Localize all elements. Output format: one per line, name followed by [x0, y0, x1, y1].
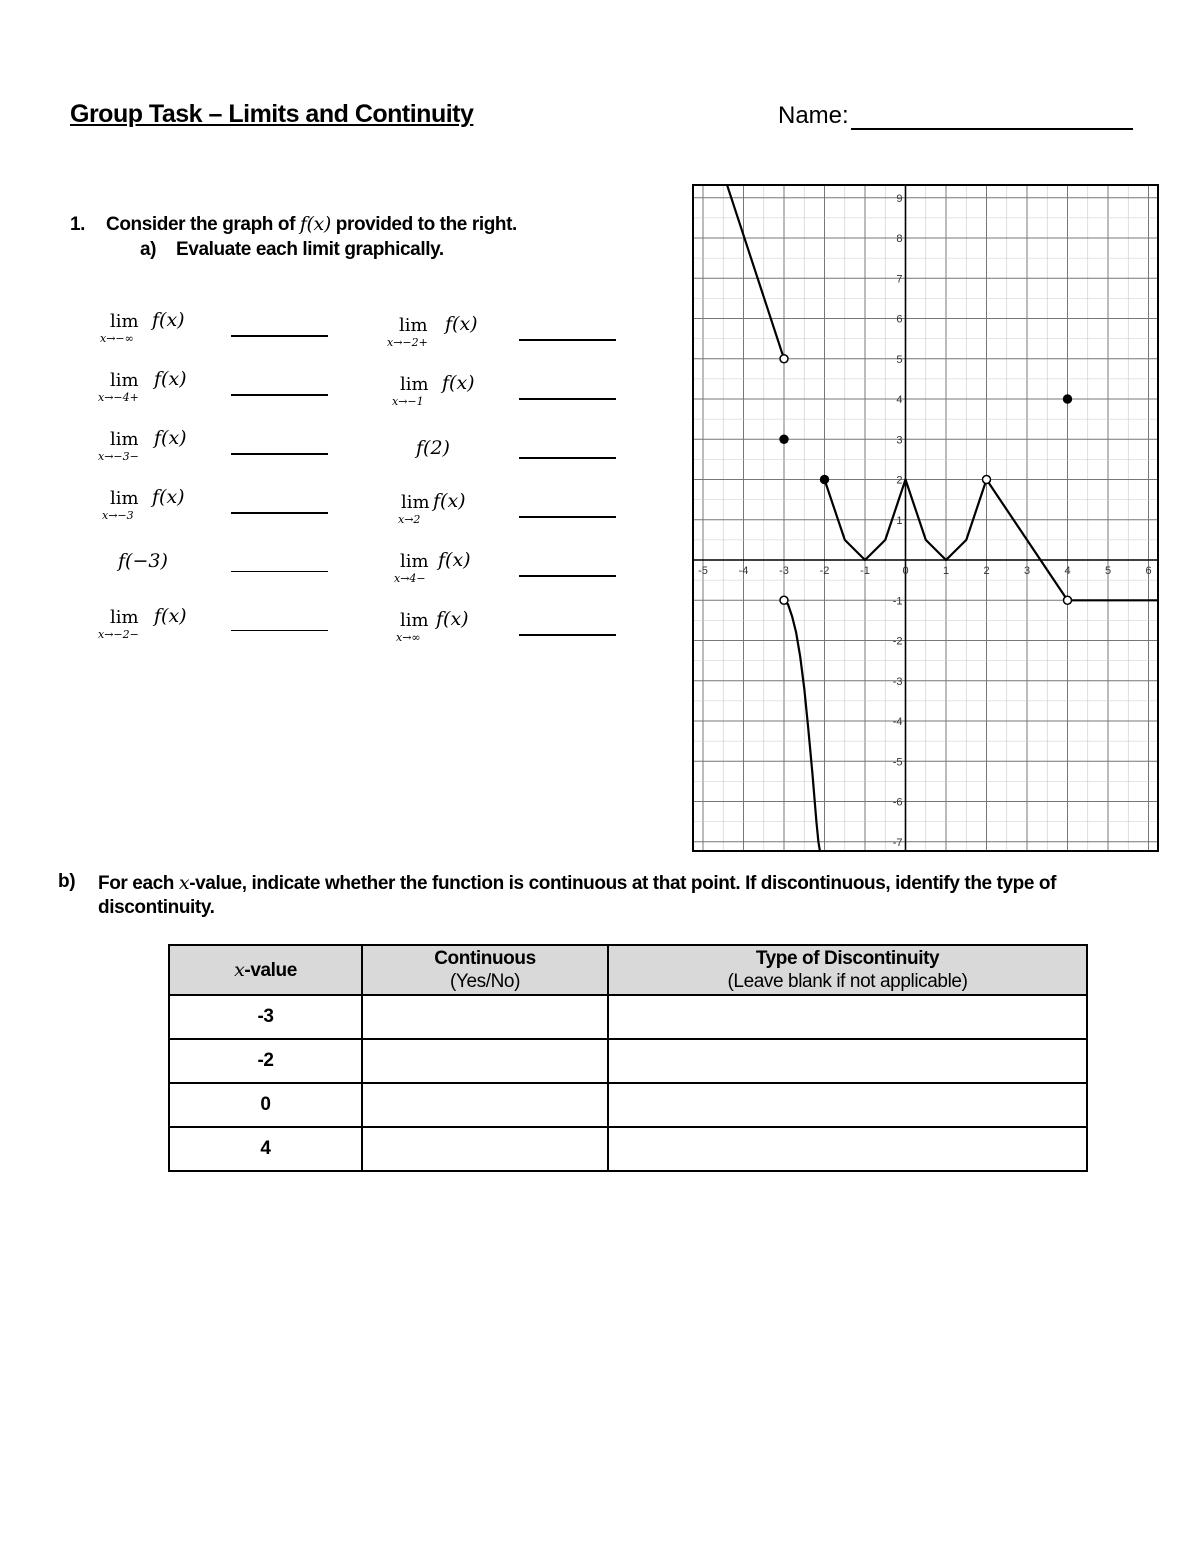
- question-1-prompt: [70, 213, 517, 236]
- continuity-table: [168, 944, 1088, 1172]
- lim-expression: f(x): [442, 372, 475, 394]
- continuous-answer-cell[interactable]: [362, 1083, 608, 1127]
- table-row: [169, 995, 1087, 1039]
- y-tick-label: -3: [892, 675, 903, 688]
- y-tick-label: -2: [892, 635, 903, 648]
- table-header-row: [169, 945, 1087, 995]
- lim-word: lim: [110, 370, 139, 391]
- part-a-letter: a): [140, 239, 157, 260]
- lim-subscript: x→4−: [394, 572, 426, 585]
- answer-blank-right-4[interactable]: [519, 516, 616, 518]
- graph-curves: [727, 186, 1159, 852]
- prompt-text-before: Consider the graph of: [106, 214, 300, 235]
- header-continuous: [362, 945, 608, 995]
- x-value-cell: -3: [169, 995, 362, 1039]
- y-tick-label: -4: [892, 716, 903, 728]
- open-point: [983, 476, 991, 484]
- lim-expression: f(x): [154, 368, 187, 390]
- lim-expression: f(x): [152, 486, 185, 508]
- lim-word: lim: [400, 551, 429, 572]
- lim-subscript: x→−3−: [98, 450, 139, 463]
- header-discontinuity-type: [608, 945, 1087, 995]
- lim-expression: f(x): [154, 427, 187, 449]
- y-tick-label: -5: [892, 756, 903, 769]
- answer-blank-left-4[interactable]: [231, 512, 328, 514]
- continuous-answer-cell[interactable]: [362, 1127, 608, 1171]
- discontinuity-type-cell[interactable]: [608, 1127, 1087, 1171]
- table-row: [169, 1039, 1087, 1083]
- x-tick-label: 6: [1145, 565, 1152, 577]
- closed-point: [1063, 395, 1071, 403]
- y-tick-label: 5: [896, 353, 903, 366]
- lim-subscript: x→−1: [392, 395, 424, 408]
- page-title: Group Task – Limits and Continuity: [70, 100, 474, 128]
- y-tick-label: -7: [892, 836, 903, 849]
- closed-point: [780, 435, 788, 443]
- lim-subscript: x→−∞: [100, 332, 134, 345]
- lim-expression: f(x): [152, 309, 185, 331]
- continuous-answer-cell[interactable]: [362, 1039, 608, 1083]
- name-field: [778, 102, 1133, 130]
- lim-expression: f(x): [438, 549, 471, 571]
- lim-subscript: x→2: [398, 513, 421, 526]
- lim-word: lim: [399, 315, 428, 336]
- part-b-text: [98, 871, 1148, 920]
- y-tick-label: 9: [896, 192, 903, 205]
- lim-word: lim: [110, 607, 139, 628]
- header-x-var: x: [234, 958, 245, 981]
- lim-word: lim: [110, 429, 139, 450]
- y-tick-label: 8: [896, 233, 903, 245]
- lim-expression: f(x): [445, 313, 478, 335]
- lim-expression: f(x): [436, 608, 469, 630]
- part-b-text-after: -value, indicate whether the function is continuous at that point. If discontinuous, identify the type of discontinuity.: [98, 873, 1057, 918]
- x-tick-label: 5: [1104, 565, 1112, 577]
- x-tick-label: -5: [698, 565, 708, 577]
- name-input-line[interactable]: [851, 104, 1133, 130]
- lim-subscript: x→−2+: [387, 336, 428, 349]
- discontinuity-type-cell[interactable]: [608, 1083, 1087, 1127]
- lim-subscript: x→−2−: [98, 628, 139, 641]
- closed-point: [820, 475, 828, 483]
- x-tick-label: 4: [1064, 565, 1071, 577]
- y-tick-label: 2: [896, 474, 903, 487]
- part-b-letter: b): [58, 871, 76, 892]
- x-tick-label: 2: [983, 565, 990, 577]
- prompt-text-after: provided to the right.: [330, 214, 517, 235]
- open-point: [780, 596, 788, 604]
- answer-blank-right-1[interactable]: [519, 339, 616, 341]
- function-value-right-3: f(2): [416, 437, 450, 459]
- function-graph: [692, 184, 1159, 852]
- x-tick-label: -3: [779, 565, 789, 577]
- header-x-value: [169, 945, 362, 995]
- prompt-function: f(x): [299, 213, 331, 235]
- lim-expression: f(x): [154, 605, 187, 627]
- lim-expression: f(x): [433, 490, 466, 512]
- part-a-text: Evaluate each limit graphically.: [176, 239, 444, 260]
- lim-subscript: x→−3: [102, 509, 134, 522]
- x-tick-label: 1: [942, 565, 950, 577]
- table-row: [169, 1083, 1087, 1127]
- discontinuity-type-cell[interactable]: [608, 1039, 1087, 1083]
- function-curve-segment: [727, 186, 784, 359]
- question-number: 1.: [70, 214, 86, 235]
- header-type-line2: (Leave blank if not applicable): [727, 971, 968, 992]
- y-tick-label: -6: [892, 796, 903, 809]
- y-tick-label: 3: [896, 434, 903, 447]
- graph-grid: [692, 184, 1159, 852]
- open-point: [1064, 596, 1072, 604]
- y-tick-label: 7: [896, 273, 903, 286]
- function-curve-segment: [784, 600, 820, 852]
- answer-blank-right-2[interactable]: [519, 398, 616, 400]
- x-tick-label: -1: [860, 565, 870, 577]
- x-value-cell: 0: [169, 1083, 362, 1127]
- header-continuous-line1: Continuous: [434, 948, 536, 969]
- y-tick-label: 6: [896, 313, 903, 326]
- table-row: [169, 1127, 1087, 1171]
- lim-subscript: x→∞: [396, 631, 421, 644]
- part-b-variable: x: [178, 872, 190, 894]
- x-tick-label: -4: [738, 565, 749, 577]
- continuous-answer-cell[interactable]: [362, 995, 608, 1039]
- discontinuity-type-cell[interactable]: [608, 995, 1087, 1039]
- x-tick-label: -2: [819, 565, 830, 577]
- y-tick-label: 1: [896, 514, 903, 527]
- y-tick-label: -1: [892, 595, 903, 608]
- header-continuous-line2: (Yes/No): [449, 971, 521, 992]
- lim-word: lim: [401, 492, 430, 513]
- x-tick-label: 0: [902, 565, 909, 577]
- answer-blank-right-6[interactable]: [519, 634, 616, 636]
- part-b-text-before: For each: [98, 873, 179, 894]
- answer-blank-left-2[interactable]: [231, 394, 328, 396]
- y-tick-label: 4: [896, 394, 903, 406]
- open-point: [780, 355, 788, 363]
- answer-blank-left-1[interactable]: [231, 335, 328, 337]
- answer-blank-left-6[interactable]: [231, 630, 328, 631]
- name-label: Name:: [778, 102, 849, 129]
- answer-blank-left-5[interactable]: [231, 571, 328, 572]
- lim-word: lim: [110, 488, 139, 509]
- header-x-text: -value: [244, 959, 297, 981]
- answer-blank-left-3[interactable]: [231, 453, 328, 455]
- answer-blank-right-5[interactable]: [519, 575, 616, 577]
- lim-word: lim: [400, 374, 429, 395]
- x-tick-label: 3: [1023, 565, 1031, 577]
- answer-blank-right-3[interactable]: [519, 457, 616, 459]
- function-value-left-5: f(−3): [118, 550, 168, 572]
- x-value-cell: 4: [169, 1127, 362, 1171]
- x-value-cell: -2: [169, 1039, 362, 1083]
- part-a-prompt: [140, 239, 444, 261]
- lim-subscript: x→−4+: [98, 391, 139, 404]
- lim-word: lim: [400, 610, 429, 631]
- lim-word: lim: [110, 311, 139, 332]
- header-type-line1: Type of Discontinuity: [755, 948, 940, 969]
